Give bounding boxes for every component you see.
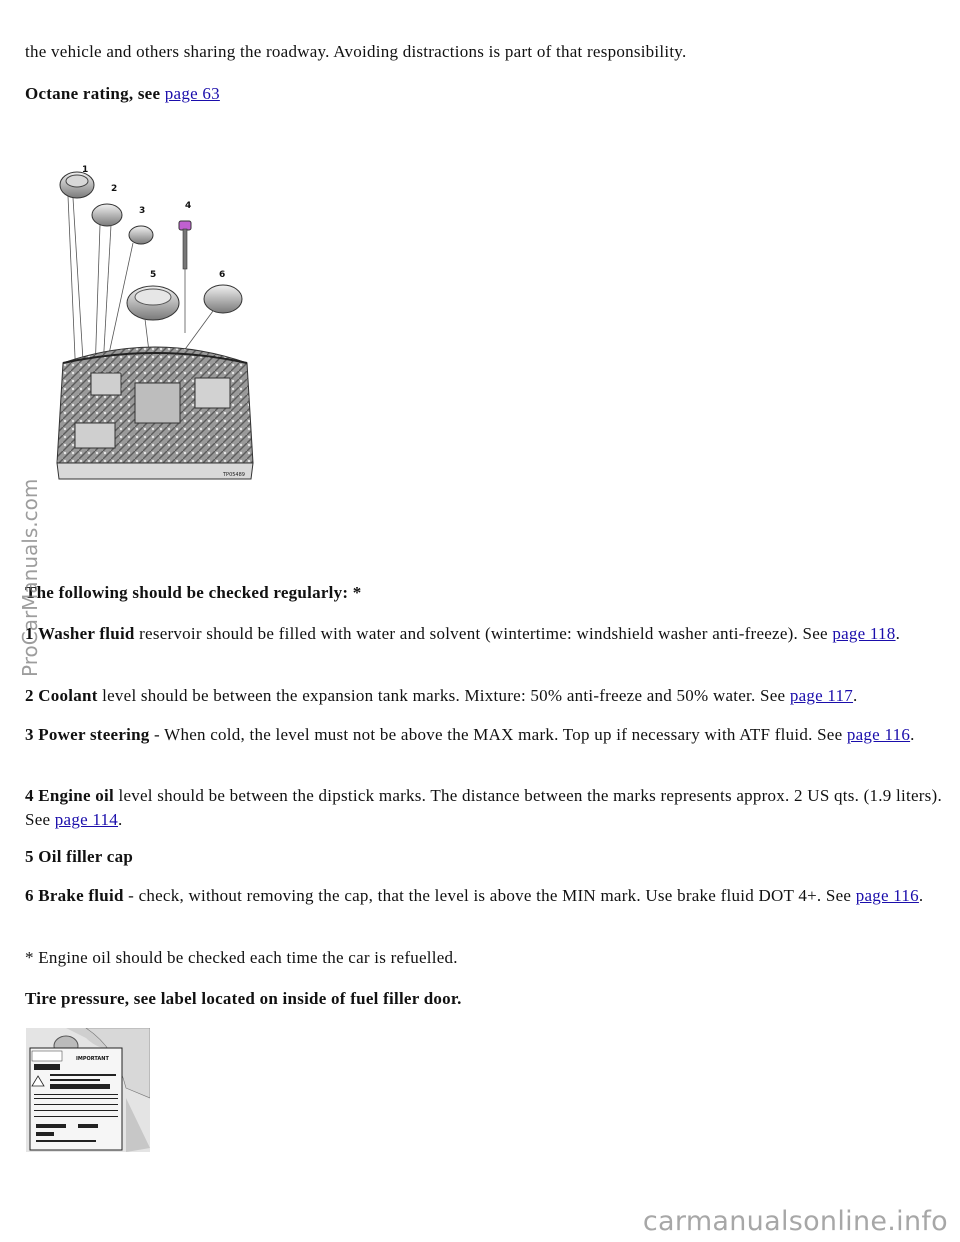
tire-pressure-label-illustration [26, 1028, 150, 1152]
item-title: 5 Oil filler cap [25, 847, 134, 866]
callout-5: 5 [150, 270, 157, 280]
check-item-washer-fluid: 1 Washer fluid reservoir should be filled with water and solvent (wintertime: windshield washer anti-freeze). See page 118. [25, 624, 901, 643]
item-title: 3 Power steering [25, 725, 150, 744]
item-page-link[interactable]: page 117 [789, 686, 854, 705]
watermark-bottom: carmanualsonline.info [642, 1206, 948, 1237]
tire-pressure-heading: Tire pressure, see label located on inside of fuel filler door. [25, 989, 462, 1008]
label-title: IMPORTANT [76, 1056, 109, 1062]
callout-2: 2 [111, 184, 118, 194]
item-text: reservoir should be filled with water and solvent (wintertime: windshield washer anti-freeze). See [134, 624, 833, 643]
item-title: 2 Coolant [25, 686, 98, 705]
item-page-link[interactable]: page 116 [855, 886, 919, 905]
item-title: 4 Engine oil [25, 786, 114, 805]
callout-4: 4 [185, 201, 192, 211]
item-page-link[interactable]: page 118 [832, 624, 896, 643]
check-item-engine-oil: 4 Engine oil level should be between the dipstick marks. The distance between the marks represents approx. 2 US qts. (1.9 liters). See page 114. [25, 786, 942, 829]
figure-code: TP05489 [223, 472, 245, 478]
engine-compartment-illustration [55, 163, 255, 481]
watermark-vertical: ProCarManuals.com [18, 478, 42, 677]
item-text: level should be between the expansion tank marks. Mixture: 50% anti-freeze and 50% water. See [97, 686, 790, 705]
check-item-coolant: 2 Coolant level should be between the expansion tank marks. Mixture: 50% anti-freeze and 50% water. See page 117. [25, 686, 858, 705]
octane-page-link[interactable]: page 63 [164, 84, 220, 103]
item-text: - When cold, the level must not be above the MAX mark. Top up if necessary with ATF fluid. See [149, 725, 847, 744]
item-text: - check, without removing the cap, that the level is above the MIN mark. Use brake fluid DOT 4+. See [123, 886, 856, 905]
intro-text: the vehicle and others sharing the roadway. Avoiding distractions is part of that responsibility. [25, 42, 687, 61]
check-item-brake-fluid: 6 Brake fluid - check, without removing the cap, that the level is above the MIN mark. Use brake fluid DOT 4+. See page 116. [25, 886, 924, 905]
octane-line [25, 82, 945, 106]
callout-3: 3 [139, 206, 146, 216]
callout-1: 1 [82, 165, 89, 175]
checks-heading: The following should be checked regularly: * [25, 583, 362, 602]
check-item-oil-filler-cap [25, 845, 945, 869]
octane-label: Octane rating, see [25, 84, 161, 103]
item-title: 1 Washer fluid [25, 624, 135, 643]
item-page-link[interactable]: page 116 [846, 725, 911, 744]
item-title: 6 Brake fluid [25, 886, 124, 905]
check-item-power-steering: 3 Power steering - When cold, the level must not be above the MAX mark. Top up if necessary with ATF fluid. See page 116. [25, 725, 915, 744]
callout-6: 6 [219, 270, 226, 280]
item-text: level should be between the dipstick marks. The distance between the marks represents approx. 2 US qts. (1.9 liters). See [25, 786, 942, 829]
item-page-link[interactable]: page 114 [54, 810, 119, 829]
footnote: * Engine oil should be checked each time the car is refuelled. [25, 948, 458, 967]
